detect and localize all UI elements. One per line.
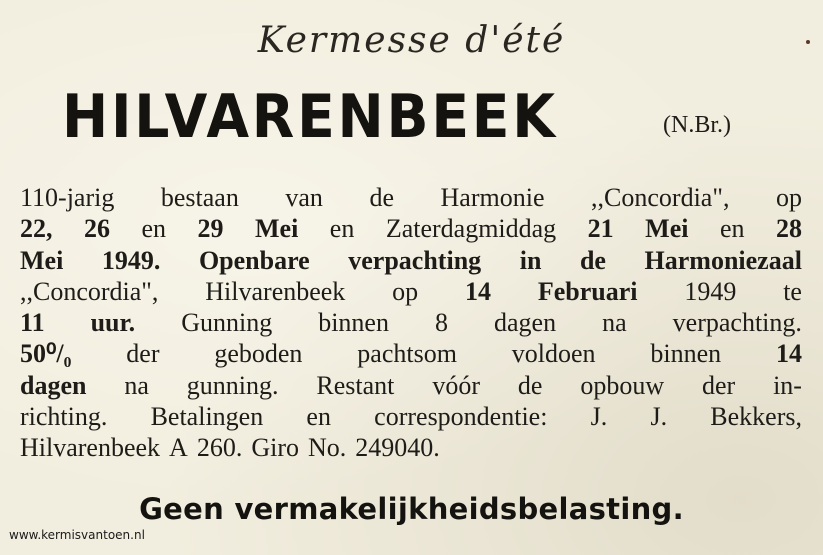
text-word: Februari (537, 276, 638, 306)
text-word: correspondentie: (374, 402, 548, 432)
text-word: ,,Concordia", (591, 183, 730, 212)
text-word: Gunning (181, 308, 273, 338)
text-word: en (719, 214, 745, 244)
text-line (20, 182, 802, 213)
text-word: 1949. (101, 245, 161, 275)
text-word: Harmonie (440, 183, 545, 212)
text-word: en (329, 214, 355, 244)
text-word: in- (773, 370, 802, 400)
text-word: binnen (650, 339, 722, 369)
text-line (20, 276, 802, 307)
website-watermark: www.kermisvantoen.nl (9, 528, 145, 542)
text-word: bestaan (160, 183, 239, 212)
text-word: Mei (254, 214, 299, 244)
text-word: de (369, 183, 394, 212)
text-word: 14 (465, 276, 491, 306)
town-title: HILVARENBEEK (62, 82, 558, 152)
text-word: binnen (318, 308, 389, 338)
text-word: Hilvarenbeek (205, 276, 346, 306)
text-word: der (701, 370, 736, 400)
text-word: 260. (196, 433, 243, 463)
text-line (20, 432, 802, 463)
region-label: (N.Br.) (663, 112, 731, 138)
text-word: en (306, 402, 331, 432)
paper-speck (806, 40, 810, 44)
text-word: No. (308, 433, 347, 463)
text-word: 1949 (684, 276, 737, 306)
text-word: gunning. (186, 370, 279, 400)
text-line (20, 245, 802, 276)
text-word: na (124, 370, 149, 400)
text-word: verpachting (348, 245, 482, 275)
text-line (20, 213, 802, 244)
text-word: Harmoniezaal (644, 245, 802, 275)
text-word: Openbare (198, 245, 310, 275)
text-word: uur. (90, 308, 136, 338)
tax-notice: Geen vermakelijkheidsbelasting. (139, 492, 684, 526)
text-word: voldoen (511, 339, 596, 369)
text-word: richting. (20, 402, 108, 432)
text-word: verpachting. (672, 308, 802, 338)
text-word: Mei (20, 245, 64, 275)
title-row (62, 82, 601, 152)
text-word: dagen (20, 370, 87, 400)
text-word: 50⁰/₀ (20, 339, 72, 369)
subtitle: Kermesse d'été (257, 20, 566, 61)
text-word: 21 (587, 214, 614, 244)
text-word: Zaterdagmiddag (385, 214, 557, 244)
text-word: 249040. (355, 433, 440, 463)
text-word: de (517, 370, 543, 400)
text-line (20, 401, 802, 432)
text-word: na (602, 308, 627, 338)
text-word: J. (590, 402, 608, 432)
text-word: J. (650, 402, 668, 432)
text-word: 29 (197, 214, 224, 244)
text-word: ,,Concordia", (20, 276, 159, 306)
text-word: van (285, 183, 323, 212)
text-word: geboden (214, 339, 303, 369)
text-word: 26 (83, 214, 110, 244)
text-word: 28 (775, 214, 802, 244)
text-word: 22, (20, 214, 53, 244)
text-word: op (392, 276, 419, 306)
text-word: en (141, 214, 167, 244)
text-word: 8 (434, 308, 448, 338)
text-word: 110-jarig (20, 183, 115, 212)
text-word: Bekkers, (710, 402, 802, 432)
text-word: A (169, 433, 188, 463)
text-word: 11 (20, 308, 45, 338)
text-word: der (126, 339, 160, 369)
text-word: Betalingen (150, 402, 264, 432)
text-word: vóór (432, 370, 480, 400)
text-word: te (783, 276, 802, 306)
text-line (20, 370, 802, 401)
text-word: opbouw (580, 370, 665, 400)
text-line (20, 307, 802, 338)
text-word: op (775, 183, 802, 212)
text-word: Giro (251, 433, 299, 463)
text-word: in (519, 245, 542, 275)
body-paragraph (20, 182, 802, 464)
text-word: Hilvarenbeek (20, 433, 161, 463)
text-line (20, 338, 802, 369)
text-word: de (579, 245, 606, 275)
text-word: Restant (316, 370, 395, 400)
text-word: 14 (776, 339, 802, 369)
text-word: Mei (645, 214, 689, 244)
text-word: pachtsom (357, 339, 457, 369)
text-word: dagen (494, 308, 557, 338)
